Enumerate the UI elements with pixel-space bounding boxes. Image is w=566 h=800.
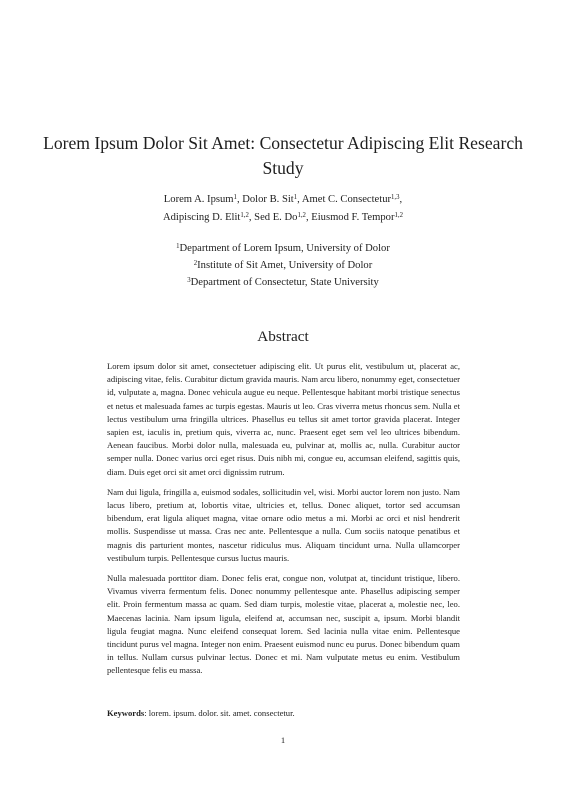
author-separator: , — [236, 194, 243, 205]
affiliation-list — [40, 240, 526, 291]
author-name: Lorem A. Ipsum — [163, 194, 234, 205]
author-name: Sed E. Do — [254, 212, 298, 223]
page-number: 1 — [280, 735, 286, 745]
author-name: Eiusmod F. Tempor — [311, 212, 395, 223]
author-separator: , — [399, 194, 403, 205]
author-affiliation-mark: 1 — [293, 193, 298, 201]
author-affiliation-mark: 1,2 — [297, 211, 306, 219]
affiliation-item — [40, 257, 526, 274]
affiliation-number: 2 — [193, 259, 198, 267]
abstract-paragraph: Lorem ipsum dolor sit amet, consectetuer adipiscing elit. Ut purus elit, vestibulum ut, placerat ac, adipiscing vitae, felis. Curabitur dictum gravida mauris. Nam arcu libero, nonummy eget, consectetuer id, vulputate a, magna. Donec vehicula augue eu neque. Pellentesque habitant morbi tristique senectus et netus et malesuada fames ac turpis egestas. Mauris ut leo. Cras viverra metus rhoncus sem. Nulla et lectus vestibulum urna fringilla ultrices. Phasellus eu tellus sit amet tortor gravida placerat. Integer sapien est, iaculis in, pretium quis, viverra ac, nunc. Praesent eget sem vel leo ultrices bibendum. Aenean faucibus. Morbi dolor nulla, malesuada eu, pulvinar at, mollis ac, nulla. Curabitur auctor semper nulla. Donec varius orci eget risus. Duis nibh mi, congue eu, accumsan eleifend, sagittis quis, diam. Duis eget orci sit amet orci dignissim rutrum. — [107, 361, 460, 477]
author-affiliation-mark: 1,2 — [394, 211, 403, 219]
author-name: Dolor B. Sit — [242, 194, 294, 205]
affiliation-number: 3 — [187, 276, 191, 284]
author-affiliation-mark: 1,2 — [240, 211, 249, 219]
abstract-body — [107, 360, 460, 685]
author-affiliation-mark: 1,3 — [391, 193, 400, 201]
author-separator: , — [297, 194, 302, 205]
paper-title: Lorem Ipsum Dolor Sit Amet: Consectetur Adipiscing Elit Research Study — [43, 133, 523, 178]
abstract-heading: Abstract — [257, 328, 309, 345]
keywords-text: : lorem. ipsum. dolor. sit. amet. consectetur. — [144, 708, 295, 718]
author-name: Adipiscing D. Elit — [162, 212, 241, 223]
affiliation-item — [40, 274, 526, 291]
affiliation-number: 1 — [176, 242, 180, 250]
author-list — [40, 191, 526, 227]
affiliation-text: Department of Lorem Ipsum, University of Dolor — [179, 243, 390, 254]
affiliation-item — [40, 240, 526, 257]
author-separator: , — [305, 212, 312, 223]
affiliation-text: Department of Consectetur, State University — [190, 277, 379, 288]
keywords-label: Keywords — [107, 708, 145, 718]
author-name: Amet C. Consectetur — [301, 194, 392, 205]
keywords-line — [107, 707, 460, 720]
affiliation-text: Institute of Sit Amet, University of Dolor — [197, 260, 373, 271]
abstract-paragraph: Nulla malesuada porttitor diam. Donec felis erat, congue non, volutpat at, tincidunt tristique, libero. Vivamus viverra fermentum felis. Donec nonummy pellentesque ante. Phasellus adipiscing semper elit. Proin fermentum massa ac quam. Sed diam turpis, molestie vitae, placerat a, molestie nec, leo. Maecenas lacinia. Nam ipsum ligula, eleifend at, accumsan nec, suscipit a, ipsum. Morbi blandit ligula feugiat magna. Nunc eleifend consequat lorem. Sed lacinia nulla vitae enim. Pellentesque tincidunt purus vel magna. Integer non enim. Praesent euismod nunc eu purus. Donec bibendum quam in tellus. Nullam cursus pulvinar lectus. Donec et mi. Nam vulputate metus eu enim. Vestibulum pellentesque felis eu massa. — [107, 573, 460, 676]
author-affiliation-mark: 1 — [233, 193, 237, 201]
abstract-paragraph: Nam dui ligula, fringilla a, euismod sodales, sollicitudin vel, wisi. Morbi auctor lorem non justo. Nam lacus libero, pretium at, lobortis vitae, ultricies et, tellus. Donec aliquet, tortor sed accumsan bibendum, erat ligula aliquet magna, vitae ornare odio metus a mi. Morbi ac orci et nisl hendrerit mollis. Suspendisse ut massa. Cras nec ante. Pellentesque a nulla. Cum sociis natoque penatibus et magnis dis parturient montes, nascetur ridiculus mus. Aliquam tincidunt urna. Nulla ullamcorper vestibulum turpis. Pellentesque cursus luctus mauris. — [107, 486, 460, 563]
author-separator: , — [248, 212, 255, 223]
